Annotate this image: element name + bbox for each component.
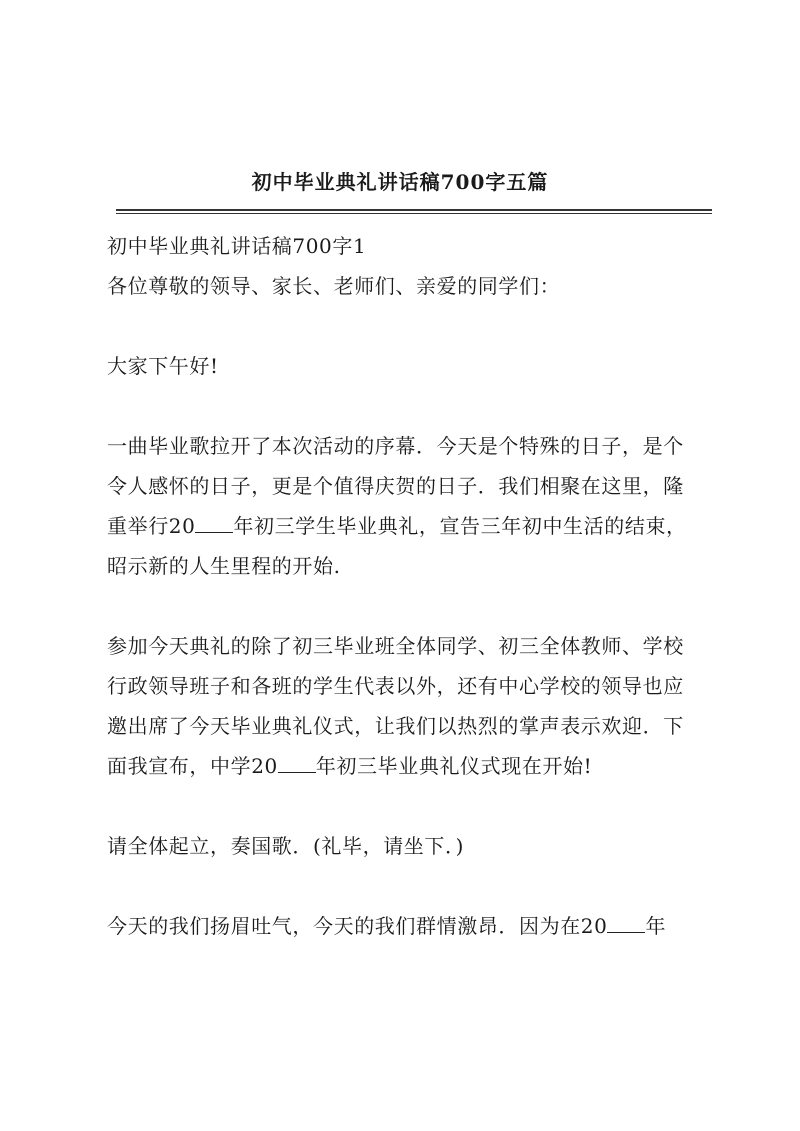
paragraph-4 — [107, 906, 707, 946]
line-segment: 年初三毕业典礼仪式现在开始! — [315, 754, 593, 778]
section-heading: 初中毕业典礼讲话稿700字1 — [107, 234, 367, 258]
line-segment: 重举行20 — [107, 514, 196, 538]
document-body — [107, 226, 707, 946]
paragraph-line: 行政领导班子和各班的学生代表以外，还有中心学校的领导也应 — [107, 674, 684, 698]
line-segment: 年初三学生毕业典礼，宣告三年初中生活的结束， — [233, 514, 687, 538]
document-title: 初中毕业典礼讲话稿700字五篇 — [251, 170, 549, 194]
fill-in-blank — [607, 910, 645, 933]
paragraph-line — [107, 746, 707, 786]
line-segment: 年 — [645, 914, 667, 938]
fill-in-blank — [278, 750, 316, 773]
paragraph-2 — [107, 626, 707, 786]
paragraph-1 — [107, 426, 707, 586]
fill-in-blank — [195, 510, 233, 533]
greeting: 大家下午好! — [107, 354, 219, 378]
paragraph-line: 请全体起立，奏国歌．(礼毕，请坐下．) — [107, 834, 465, 858]
salutation: 各位尊敬的领导、家长、老师们、亲爱的同学们： — [107, 274, 561, 298]
paragraph-gap — [107, 386, 707, 426]
paragraph-gap — [107, 586, 707, 626]
paragraph-line — [107, 506, 707, 546]
paragraph-line: 一曲毕业歌拉开了本次活动的序幕．今天是个特殊的日子，是个 — [107, 434, 684, 458]
paragraph-line — [107, 906, 707, 946]
paragraph-line: 邀出席了今天毕业典礼仪式，让我们以热烈的掌声表示欢迎．下 — [107, 714, 684, 738]
paragraph-gap — [107, 786, 707, 826]
line-segment: 面我宣布，中学20 — [107, 754, 278, 778]
paragraph-line: 令人感怀的日子，更是个值得庆贺的日子．我们相聚在这里，隆 — [107, 474, 684, 498]
paragraph-3 — [107, 826, 707, 866]
paragraph-gap — [107, 866, 707, 906]
paragraph-line: 参加今天典礼的除了初三毕业班全体同学、初三全体教师、学校 — [107, 634, 684, 658]
paragraph-gap — [107, 306, 707, 346]
title-divider — [116, 209, 712, 214]
paragraph-line: 昭示新的人生里程的开始. — [107, 554, 341, 578]
line-segment: 今天的我们扬眉吐气，今天的我们群情激昂．因为在20 — [107, 914, 608, 938]
